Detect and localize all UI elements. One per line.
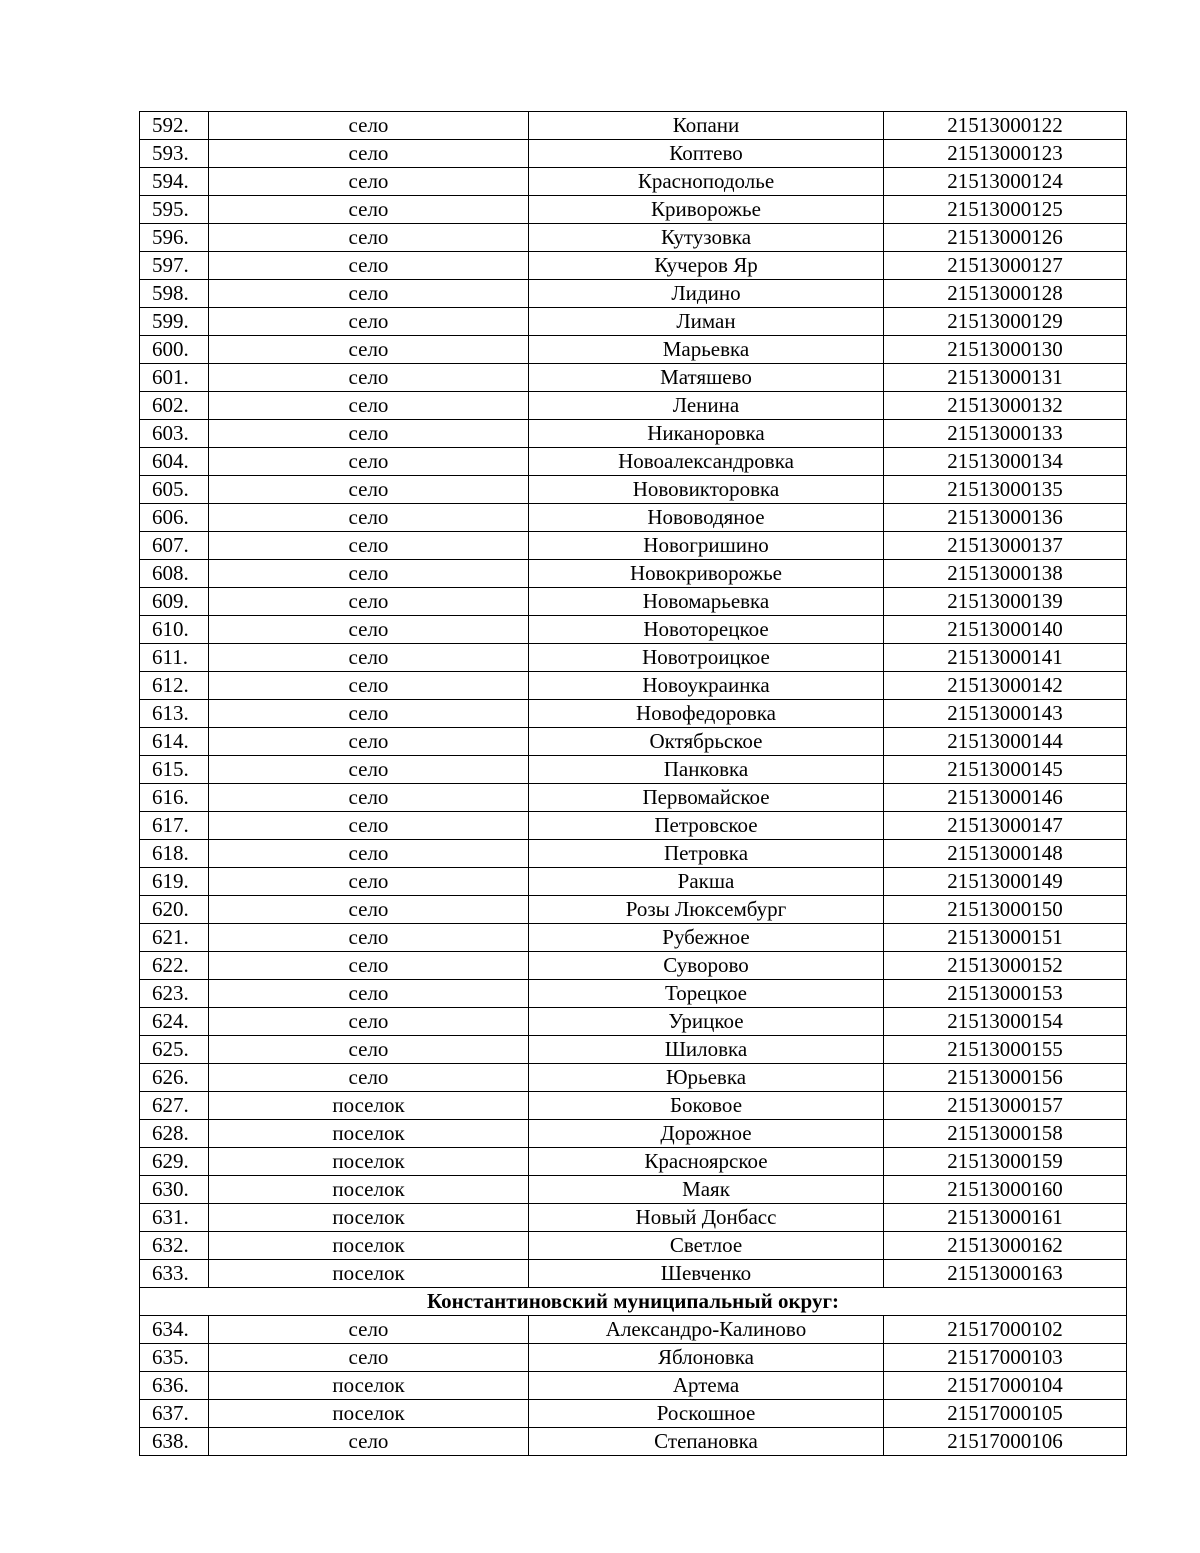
settlement-type-cell: село bbox=[209, 112, 529, 140]
row-number-cell: 621. bbox=[140, 924, 209, 952]
settlement-code-cell: 21513000124 bbox=[884, 168, 1127, 196]
settlement-name-cell: Дорожное bbox=[529, 1120, 884, 1148]
settlement-name-cell: Красноподолье bbox=[529, 168, 884, 196]
settlement-type-cell: поселок bbox=[209, 1232, 529, 1260]
settlement-name-cell: Копани bbox=[529, 112, 884, 140]
settlement-type-cell: село bbox=[209, 476, 529, 504]
settlement-name-cell: Рубежное bbox=[529, 924, 884, 952]
row-number-cell: 636. bbox=[140, 1372, 209, 1400]
settlement-code-cell: 21513000144 bbox=[884, 728, 1127, 756]
settlement-name-cell: Новоторецкое bbox=[529, 616, 884, 644]
settlement-code-cell: 21513000125 bbox=[884, 196, 1127, 224]
settlement-code-cell: 21513000122 bbox=[884, 112, 1127, 140]
settlement-type-cell: село bbox=[209, 140, 529, 168]
table-row bbox=[140, 560, 1127, 588]
settlement-code-cell: 21513000143 bbox=[884, 700, 1127, 728]
settlement-code-cell: 21513000163 bbox=[884, 1260, 1127, 1288]
table-row bbox=[140, 1428, 1127, 1456]
settlement-type-cell: село bbox=[209, 840, 529, 868]
settlement-name-cell: Первомайское bbox=[529, 784, 884, 812]
settlement-type-cell: село bbox=[209, 308, 529, 336]
settlement-code-cell: 21513000131 bbox=[884, 364, 1127, 392]
settlement-name-cell: Александро-Калиново bbox=[529, 1316, 884, 1344]
settlement-code-cell: 21517000105 bbox=[884, 1400, 1127, 1428]
table-row bbox=[140, 1148, 1127, 1176]
settlement-type-cell: село bbox=[209, 392, 529, 420]
row-number-cell: 622. bbox=[140, 952, 209, 980]
table-row bbox=[140, 784, 1127, 812]
row-number-cell: 637. bbox=[140, 1400, 209, 1428]
settlement-type-cell: поселок bbox=[209, 1260, 529, 1288]
table-row bbox=[140, 1092, 1127, 1120]
settlement-type-cell: село bbox=[209, 700, 529, 728]
settlement-name-cell: Матяшево bbox=[529, 364, 884, 392]
row-number-cell: 626. bbox=[140, 1064, 209, 1092]
settlement-type-cell: село bbox=[209, 588, 529, 616]
table-row bbox=[140, 588, 1127, 616]
section-title: Константиновский муниципальный округ: bbox=[140, 1288, 1127, 1316]
settlement-name-cell: Светлое bbox=[529, 1232, 884, 1260]
row-number-cell: 635. bbox=[140, 1344, 209, 1372]
table-row bbox=[140, 252, 1127, 280]
table-row bbox=[140, 1400, 1127, 1428]
settlement-type-cell: поселок bbox=[209, 1092, 529, 1120]
settlement-type-cell: село bbox=[209, 728, 529, 756]
table-row bbox=[140, 616, 1127, 644]
table-row bbox=[140, 1008, 1127, 1036]
settlement-code-cell: 21513000138 bbox=[884, 560, 1127, 588]
row-number-cell: 619. bbox=[140, 868, 209, 896]
settlement-code-cell: 21513000126 bbox=[884, 224, 1127, 252]
row-number-cell: 594. bbox=[140, 168, 209, 196]
settlement-code-cell: 21517000106 bbox=[884, 1428, 1127, 1456]
settlement-type-cell: село bbox=[209, 168, 529, 196]
settlement-name-cell: Новый Донбасс bbox=[529, 1204, 884, 1232]
settlement-code-cell: 21513000161 bbox=[884, 1204, 1127, 1232]
table-row bbox=[140, 476, 1127, 504]
settlement-code-cell: 21517000104 bbox=[884, 1372, 1127, 1400]
row-number-cell: 603. bbox=[140, 420, 209, 448]
settlement-type-cell: село bbox=[209, 756, 529, 784]
settlement-type-cell: поселок bbox=[209, 1176, 529, 1204]
settlement-code-cell: 21513000140 bbox=[884, 616, 1127, 644]
settlement-code-cell: 21513000127 bbox=[884, 252, 1127, 280]
settlement-type-cell: село bbox=[209, 1036, 529, 1064]
row-number-cell: 627. bbox=[140, 1092, 209, 1120]
settlement-code-cell: 21513000129 bbox=[884, 308, 1127, 336]
settlement-type-cell: село bbox=[209, 980, 529, 1008]
row-number-cell: 632. bbox=[140, 1232, 209, 1260]
row-number-cell: 634. bbox=[140, 1316, 209, 1344]
table-row bbox=[140, 392, 1127, 420]
row-number-cell: 598. bbox=[140, 280, 209, 308]
settlement-code-cell: 21517000103 bbox=[884, 1344, 1127, 1372]
settlement-code-cell: 21513000160 bbox=[884, 1176, 1127, 1204]
row-number-cell: 593. bbox=[140, 140, 209, 168]
settlement-type-cell: село bbox=[209, 224, 529, 252]
settlement-name-cell: Панковка bbox=[529, 756, 884, 784]
settlement-name-cell: Нововодяное bbox=[529, 504, 884, 532]
settlement-name-cell: Новотроицкое bbox=[529, 644, 884, 672]
table-row bbox=[140, 168, 1127, 196]
row-number-cell: 624. bbox=[140, 1008, 209, 1036]
table-row bbox=[140, 896, 1127, 924]
settlement-type-cell: село bbox=[209, 812, 529, 840]
table-row bbox=[140, 1232, 1127, 1260]
table-row bbox=[140, 336, 1127, 364]
settlement-type-cell: поселок bbox=[209, 1204, 529, 1232]
table-row bbox=[140, 1064, 1127, 1092]
settlement-code-cell: 21513000159 bbox=[884, 1148, 1127, 1176]
settlement-name-cell: Коптево bbox=[529, 140, 884, 168]
row-number-cell: 610. bbox=[140, 616, 209, 644]
settlement-type-cell: село bbox=[209, 1344, 529, 1372]
table-row bbox=[140, 1316, 1127, 1344]
settlement-name-cell: Петровское bbox=[529, 812, 884, 840]
table-row bbox=[140, 1372, 1127, 1400]
row-number-cell: 623. bbox=[140, 980, 209, 1008]
settlement-type-cell: село bbox=[209, 672, 529, 700]
row-number-cell: 607. bbox=[140, 532, 209, 560]
section-header-row bbox=[140, 1288, 1127, 1316]
settlement-type-cell: поселок bbox=[209, 1372, 529, 1400]
settlement-code-cell: 21513000137 bbox=[884, 532, 1127, 560]
row-number-cell: 618. bbox=[140, 840, 209, 868]
table-row bbox=[140, 840, 1127, 868]
row-number-cell: 616. bbox=[140, 784, 209, 812]
settlement-code-cell: 21513000158 bbox=[884, 1120, 1127, 1148]
table-row bbox=[140, 672, 1127, 700]
settlement-name-cell: Ленина bbox=[529, 392, 884, 420]
settlement-type-cell: село bbox=[209, 336, 529, 364]
settlement-code-cell: 21513000150 bbox=[884, 896, 1127, 924]
settlement-code-cell: 21513000141 bbox=[884, 644, 1127, 672]
table-row bbox=[140, 196, 1127, 224]
settlement-name-cell: Ракша bbox=[529, 868, 884, 896]
table-row bbox=[140, 644, 1127, 672]
settlement-code-cell: 21513000123 bbox=[884, 140, 1127, 168]
table-row bbox=[140, 112, 1127, 140]
settlement-code-cell: 21513000132 bbox=[884, 392, 1127, 420]
row-number-cell: 592. bbox=[140, 112, 209, 140]
table-row bbox=[140, 140, 1127, 168]
settlement-name-cell: Торецкое bbox=[529, 980, 884, 1008]
settlement-type-cell: село bbox=[209, 644, 529, 672]
settlement-name-cell: Роскошное bbox=[529, 1400, 884, 1428]
settlement-code-cell: 21513000136 bbox=[884, 504, 1127, 532]
settlement-type-cell: село bbox=[209, 196, 529, 224]
settlement-type-cell: село bbox=[209, 532, 529, 560]
settlement-code-cell: 21513000154 bbox=[884, 1008, 1127, 1036]
settlement-code-cell: 21517000102 bbox=[884, 1316, 1127, 1344]
row-number-cell: 602. bbox=[140, 392, 209, 420]
settlement-name-cell: Кутузовка bbox=[529, 224, 884, 252]
settlement-type-cell: село bbox=[209, 868, 529, 896]
settlement-name-cell: Криворожье bbox=[529, 196, 884, 224]
settlement-type-cell: село bbox=[209, 420, 529, 448]
settlement-type-cell: село bbox=[209, 560, 529, 588]
settlement-code-cell: 21513000157 bbox=[884, 1092, 1127, 1120]
settlement-name-cell: Лиман bbox=[529, 308, 884, 336]
settlement-name-cell: Новокриворожье bbox=[529, 560, 884, 588]
table-row bbox=[140, 756, 1127, 784]
table-row bbox=[140, 308, 1127, 336]
table-row bbox=[140, 532, 1127, 560]
settlement-name-cell: Яблоновка bbox=[529, 1344, 884, 1372]
settlement-type-cell: поселок bbox=[209, 1120, 529, 1148]
settlement-type-cell: село bbox=[209, 896, 529, 924]
settlement-type-cell: село bbox=[209, 952, 529, 980]
settlement-type-cell: поселок bbox=[209, 1400, 529, 1428]
table-row bbox=[140, 812, 1127, 840]
settlement-name-cell: Боковое bbox=[529, 1092, 884, 1120]
settlement-code-cell: 21513000162 bbox=[884, 1232, 1127, 1260]
settlement-code-cell: 21513000142 bbox=[884, 672, 1127, 700]
row-number-cell: 617. bbox=[140, 812, 209, 840]
settlement-type-cell: село bbox=[209, 252, 529, 280]
settlement-code-cell: 21513000147 bbox=[884, 812, 1127, 840]
settlement-type-cell: село bbox=[209, 448, 529, 476]
settlement-code-cell: 21513000135 bbox=[884, 476, 1127, 504]
settlement-type-cell: село bbox=[209, 616, 529, 644]
settlement-type-cell: село bbox=[209, 364, 529, 392]
settlement-code-cell: 21513000152 bbox=[884, 952, 1127, 980]
settlement-name-cell: Красноярское bbox=[529, 1148, 884, 1176]
settlement-name-cell: Новомарьевка bbox=[529, 588, 884, 616]
settlement-type-cell: село bbox=[209, 1008, 529, 1036]
settlement-code-cell: 21513000146 bbox=[884, 784, 1127, 812]
settlement-name-cell: Новофедоровка bbox=[529, 700, 884, 728]
settlement-name-cell: Кучеров Яр bbox=[529, 252, 884, 280]
row-number-cell: 599. bbox=[140, 308, 209, 336]
row-number-cell: 633. bbox=[140, 1260, 209, 1288]
settlement-code-cell: 21513000156 bbox=[884, 1064, 1127, 1092]
settlement-code-cell: 21513000133 bbox=[884, 420, 1127, 448]
settlement-name-cell: Никаноровка bbox=[529, 420, 884, 448]
settlement-type-cell: село bbox=[209, 924, 529, 952]
row-number-cell: 629. bbox=[140, 1148, 209, 1176]
table-row bbox=[140, 1176, 1127, 1204]
row-number-cell: 613. bbox=[140, 700, 209, 728]
settlement-code-cell: 21513000139 bbox=[884, 588, 1127, 616]
table-row bbox=[140, 1204, 1127, 1232]
table-row bbox=[140, 1344, 1127, 1372]
table-row bbox=[140, 952, 1127, 980]
settlement-code-cell: 21513000128 bbox=[884, 280, 1127, 308]
settlement-name-cell: Марьевка bbox=[529, 336, 884, 364]
table-row bbox=[140, 700, 1127, 728]
settlement-code-cell: 21513000134 bbox=[884, 448, 1127, 476]
settlement-type-cell: село bbox=[209, 280, 529, 308]
row-number-cell: 596. bbox=[140, 224, 209, 252]
table-row bbox=[140, 280, 1127, 308]
row-number-cell: 609. bbox=[140, 588, 209, 616]
row-number-cell: 625. bbox=[140, 1036, 209, 1064]
settlement-type-cell: село bbox=[209, 1428, 529, 1456]
settlement-name-cell: Артема bbox=[529, 1372, 884, 1400]
table-row bbox=[140, 504, 1127, 532]
settlement-type-cell: село bbox=[209, 1064, 529, 1092]
settlement-type-cell: село bbox=[209, 784, 529, 812]
settlement-code-cell: 21513000149 bbox=[884, 868, 1127, 896]
settlement-name-cell: Маяк bbox=[529, 1176, 884, 1204]
settlement-code-cell: 21513000130 bbox=[884, 336, 1127, 364]
settlement-code-cell: 21513000151 bbox=[884, 924, 1127, 952]
table-row bbox=[140, 420, 1127, 448]
settlement-name-cell: Новогришино bbox=[529, 532, 884, 560]
row-number-cell: 620. bbox=[140, 896, 209, 924]
settlement-type-cell: село bbox=[209, 1316, 529, 1344]
row-number-cell: 611. bbox=[140, 644, 209, 672]
row-number-cell: 604. bbox=[140, 448, 209, 476]
table-row bbox=[140, 924, 1127, 952]
settlement-name-cell: Петровка bbox=[529, 840, 884, 868]
settlement-name-cell: Розы Люксембург bbox=[529, 896, 884, 924]
table-row bbox=[140, 1036, 1127, 1064]
settlement-name-cell: Степановка bbox=[529, 1428, 884, 1456]
row-number-cell: 628. bbox=[140, 1120, 209, 1148]
settlement-name-cell: Шевченко bbox=[529, 1260, 884, 1288]
table-row bbox=[140, 868, 1127, 896]
settlement-name-cell: Лидино bbox=[529, 280, 884, 308]
row-number-cell: 605. bbox=[140, 476, 209, 504]
table-row bbox=[140, 448, 1127, 476]
settlement-code-cell: 21513000153 bbox=[884, 980, 1127, 1008]
row-number-cell: 595. bbox=[140, 196, 209, 224]
table-row bbox=[140, 728, 1127, 756]
row-number-cell: 606. bbox=[140, 504, 209, 532]
settlement-name-cell: Урицкое bbox=[529, 1008, 884, 1036]
settlement-name-cell: Юрьевка bbox=[529, 1064, 884, 1092]
table-row bbox=[140, 224, 1127, 252]
row-number-cell: 638. bbox=[140, 1428, 209, 1456]
settlement-type-cell: поселок bbox=[209, 1148, 529, 1176]
table-row bbox=[140, 364, 1127, 392]
row-number-cell: 600. bbox=[140, 336, 209, 364]
settlement-name-cell: Новоалександровка bbox=[529, 448, 884, 476]
row-number-cell: 615. bbox=[140, 756, 209, 784]
row-number-cell: 597. bbox=[140, 252, 209, 280]
settlement-code-cell: 21513000148 bbox=[884, 840, 1127, 868]
row-number-cell: 612. bbox=[140, 672, 209, 700]
settlement-code-cell: 21513000155 bbox=[884, 1036, 1127, 1064]
row-number-cell: 614. bbox=[140, 728, 209, 756]
table-row bbox=[140, 980, 1127, 1008]
row-number-cell: 630. bbox=[140, 1176, 209, 1204]
settlements-table bbox=[139, 111, 1127, 1456]
settlement-name-cell: Суворово bbox=[529, 952, 884, 980]
row-number-cell: 601. bbox=[140, 364, 209, 392]
table-row bbox=[140, 1120, 1127, 1148]
table-row bbox=[140, 1260, 1127, 1288]
settlement-name-cell: Новоукраинка bbox=[529, 672, 884, 700]
settlement-name-cell: Октябрьское bbox=[529, 728, 884, 756]
settlements-table-body bbox=[140, 112, 1127, 1456]
row-number-cell: 608. bbox=[140, 560, 209, 588]
settlement-name-cell: Шиловка bbox=[529, 1036, 884, 1064]
settlement-type-cell: село bbox=[209, 504, 529, 532]
settlement-name-cell: Нововикторовка bbox=[529, 476, 884, 504]
row-number-cell: 631. bbox=[140, 1204, 209, 1232]
settlement-code-cell: 21513000145 bbox=[884, 756, 1127, 784]
